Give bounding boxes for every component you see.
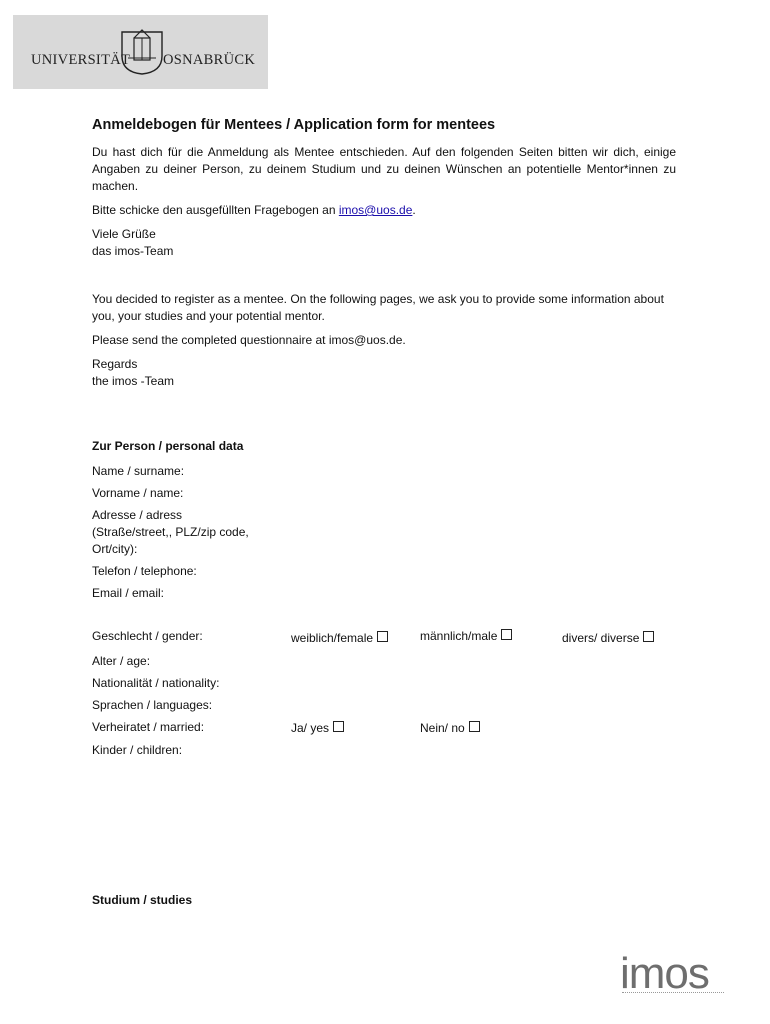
married-yes-option[interactable] [291,720,344,737]
imos-logo-tagline [622,992,724,996]
gender-male-option[interactable] [420,628,512,645]
university-logo [13,15,268,89]
personal-data-heading: Zur Person / personal data [92,439,244,453]
form-title: Anmeldebogen für Mentees / Application form for mentees [92,117,496,133]
name-label: Name / surname: [92,464,185,478]
send-prefix-text: Bitte schicke den ausgefüllten Fragebogen an [92,203,339,217]
languages-label: Sprachen / languages: [92,698,213,712]
imos-logo-graphic [620,950,724,996]
studies-heading: Studium / studies [92,893,193,907]
married-no-checkbox[interactable] [469,721,480,732]
gender-diverse-label: divers/ diverse [562,631,640,645]
married-yes-checkbox[interactable] [333,721,344,732]
intro-english: You decided to register as a mentee. On the following pages, we ask you to provide some information about you, your studies and your potential mentor. [92,292,664,323]
greeting-english-2: the imos -Team [92,374,175,388]
gender-diverse-checkbox[interactable] [643,631,654,642]
nationality-label: Nationalität / nationality: [92,676,220,690]
gender-male-label: männlich/male [420,629,498,643]
university-emblem-icon [116,26,168,78]
imos-logo-text: imos [620,950,709,996]
gender-diverse-option[interactable] [562,630,654,647]
address-label-1: Adresse / adress [92,508,183,522]
imos-logo [620,950,724,1007]
send-instruction-english: Please send the completed questionnaire at imos@uos.de. [92,333,406,347]
email-label: Email / email: [92,586,165,600]
greeting-german-1: Viele Grüße [92,227,156,241]
married-no-label: Nein/ no [420,721,465,735]
logo-text-left: UNIVERSITÄT [31,52,131,68]
gender-male-checkbox[interactable] [501,629,512,640]
married-yes-label: Ja/ yes [291,721,330,735]
greeting-german-2: das imos-Team [92,244,174,258]
married-label: Verheiratet / married: [92,720,205,734]
gender-female-option[interactable] [291,630,388,647]
send-suffix-text: . [412,203,416,217]
intro-german: Du hast dich für die Anmeldung als Mentee entschieden. Auf den folgenden Seiten bitten wir dich, einige Angaben zu deiner Person, zu deinem Studium und zu deinen Wünschen an potentielle Mentor*innen zu machen. [92,145,676,193]
children-label: Kinder / children: [92,743,183,757]
gender-label: Geschlecht / gender: [92,629,203,643]
send-instruction-german [92,202,676,219]
greeting-english-1: Regards [92,357,138,371]
email-link[interactable]: imos@uos.de [338,203,413,217]
age-label: Alter / age: [92,654,151,668]
logo-text-right: OSNABRÜCK [163,52,256,68]
address-label-2: (Straße/street,, PLZ/zip code, [92,525,249,539]
gender-female-label: weiblich/female [291,631,374,645]
married-no-option[interactable] [420,720,480,737]
telefon-label: Telefon / telephone: [92,564,197,578]
address-label-3: Ort/city): [92,542,138,556]
vorname-label: Vorname / name: [92,486,184,500]
gender-female-checkbox[interactable] [377,631,388,642]
